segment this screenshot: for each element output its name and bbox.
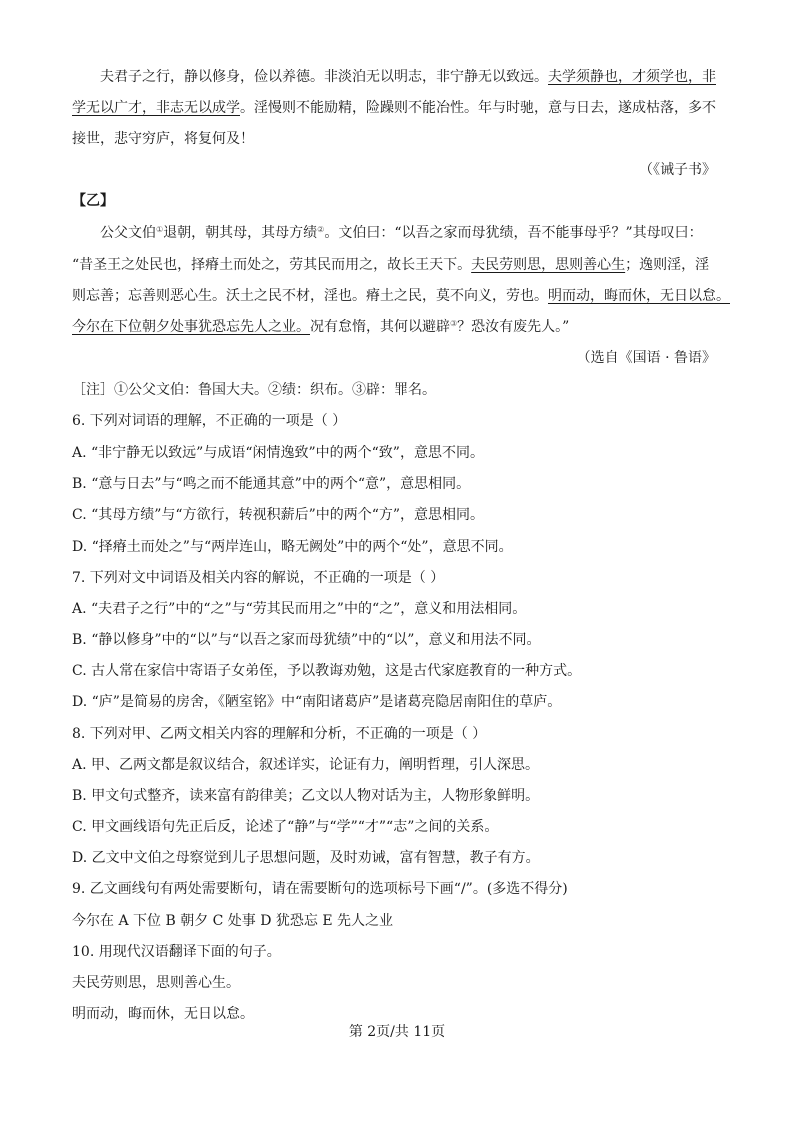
question-7-option-d: D. “庐”是简易的房舍，《陋室铭》中“南阳诸葛庐”是诸葛亮隐居南阳住的草庐。 bbox=[72, 694, 562, 710]
question-9-sentence: 今尔在 A 下位 B 朝夕 C 处事 D 犹恐忘 E 先人之业 bbox=[72, 913, 394, 929]
question-7-option-a: A. “夫君子之行”中的“之”与“劳其民而用之”中的“之”，意义和用法相同。 bbox=[72, 601, 527, 617]
question-10-sentence-1: 夫民劳则思，思则善心生。 bbox=[72, 975, 240, 991]
passage-text: 接世，悲守穷庐，将复何及！ bbox=[72, 131, 254, 147]
passage-yi-line-1 bbox=[100, 220, 760, 246]
passage-text: ？恐汝有废先人。” bbox=[457, 319, 570, 335]
passage-yi-line-3 bbox=[72, 283, 732, 309]
question-6-option-b: B. “意与日去”与“鸣之而不能通其意”中的两个“意”，意思相同。 bbox=[72, 476, 471, 492]
passage-jia-source: （《诫子书》 bbox=[639, 162, 716, 178]
question-6: 6. 下列对词语的理解，不正确的一项是（ ） bbox=[72, 413, 347, 429]
question-8: 8. 下列对甲、乙两文相关内容的理解和分析，不正确的一项是（ ） bbox=[72, 726, 487, 742]
passage-jia-line-3 bbox=[72, 126, 732, 152]
passage-yi-line-4 bbox=[72, 314, 732, 340]
question-6-option-a: A. “非宁静无以致远”与成语“闲情逸致”中的两个“致”，意思不同。 bbox=[72, 445, 484, 461]
passage-jia-line-2 bbox=[72, 95, 732, 121]
footnote-marker: ② bbox=[317, 225, 325, 234]
question-7: 7. 下列对文中词语及相关内容的解说，不正确的一项是（ ） bbox=[72, 570, 445, 586]
passage-text: 况有怠惰，其何以避辟 bbox=[310, 319, 450, 335]
footnote-marker: ③ bbox=[450, 319, 458, 328]
passage-text: 公父文伯 bbox=[100, 225, 156, 241]
passage-yi-source: （选自《国语 · 鲁语》 bbox=[576, 350, 716, 366]
passage-text: 。淫慢则不能励精，险躁则不能冶性。年与时驰，意与日去，遂成枯落，多不 bbox=[240, 100, 716, 116]
question-6-option-c: C. “其母方绩”与“方欲行，转视积薪后”中的两个“方”，意思相同。 bbox=[72, 507, 485, 523]
question-10: 10. 用现代汉语翻译下面的句子。 bbox=[72, 944, 281, 960]
passage-text: 退朝，朝其母，其母方绩 bbox=[163, 225, 318, 241]
passage-jia-line-1 bbox=[100, 64, 760, 90]
passage-text: “昔圣王之处民也，择瘠土而处之，劳其民而用之，故长王天下。 bbox=[72, 257, 472, 273]
passage-text: 。文伯曰：“以吾之家而母犹绩，吾不能事母乎？”其母叹曰： bbox=[324, 225, 703, 241]
question-7-option-c: C. 古人常在家信中寄语子女弟侄，予以教诲劝勉，这是古代家庭教育的一种方式。 bbox=[72, 663, 582, 679]
question-9: 9. 乙文画线句有两处需要断句，请在需要断句的选项标号下画“/”。(多选不得分) bbox=[72, 881, 568, 897]
question-8-option-d: D. 乙文中文伯之母察觉到儿子思想问题，及时劝诫，富有智慧，教子有方。 bbox=[72, 850, 540, 866]
passage-yi-heading: 【乙】 bbox=[72, 193, 114, 209]
annotation-notes: ［注］①公父文伯：鲁国大夫。②绩：织布。③辟：罪名。 bbox=[72, 382, 436, 398]
underlined-text: 今尔在下位朝夕处事犹恐忘先人之业。 bbox=[72, 319, 310, 335]
underlined-text: 夫学须静也，才须学也，非 bbox=[548, 69, 716, 85]
passage-text: 则忘善；忘善则恶心生。沃土之民不材，淫也。瘠土之民，莫不向义，劳也。 bbox=[72, 288, 548, 304]
question-8-option-a: A. 甲、乙两文都是叙议结合，叙述详实，论证有力，阐明哲理，引人深思。 bbox=[72, 757, 540, 773]
underlined-text: 学无以广才，非志无以成学 bbox=[72, 100, 240, 116]
question-7-option-b: B. “静以修身”中的“以”与“以吾之家而母犹绩”中的“以”，意义和用法不同。 bbox=[72, 632, 541, 648]
passage-text: ；逸则淫，淫 bbox=[625, 257, 710, 273]
question-8-option-c: C. 甲文画线语句先正后反，论述了“静”与“学”“才”“志”之间的关系。 bbox=[72, 819, 499, 835]
passage-yi-line-2 bbox=[72, 252, 732, 278]
underlined-text: 明而动，晦而休，无日以怠。 bbox=[548, 288, 730, 304]
question-8-option-b: B. 甲文句式整齐，读来富有韵律美；乙文以人物对话为主，人物形象鲜明。 bbox=[72, 788, 540, 804]
question-6-option-d: D. “择瘠土而处之”与“两岸连山，略无阙处”中的两个“处”，意思不同。 bbox=[72, 539, 513, 555]
underlined-text: 夫民劳则思，思则善心生 bbox=[471, 257, 626, 273]
question-10-sentence-2: 明而动，晦而休，无日以怠。 bbox=[72, 1006, 254, 1022]
passage-text: 夫君子之行，静以修身，俭以养德。非淡泊无以明志，非宁静无以致远。 bbox=[100, 69, 548, 85]
page-footer: 第 2页/共 11页 bbox=[348, 1024, 446, 1040]
footnote-marker: ① bbox=[156, 225, 164, 234]
